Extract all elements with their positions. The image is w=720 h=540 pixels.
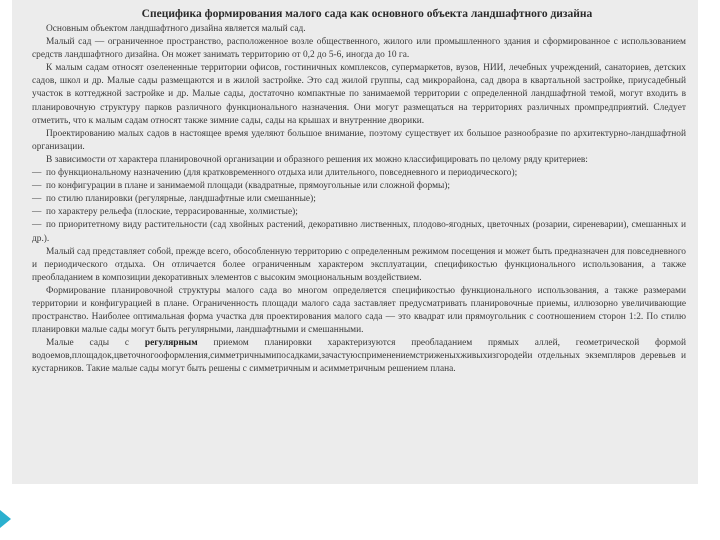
list-item-text: по характеру рельефа (плоские, террасированные, холмистые); <box>46 207 298 218</box>
list-marker: — <box>32 220 42 231</box>
list-marker: — <box>32 207 42 218</box>
list-marker: — <box>32 194 42 205</box>
list-item-text: по конфигурации в плане и занимаемой площади (квадратные, прямоугольные или сложной формы); <box>46 181 451 192</box>
list-marker: — <box>32 181 42 192</box>
paragraph <box>32 337 686 376</box>
paragraph: Проектированию малых садов в настоящее время уделяют большое внимание, поэтому существует их большое разнообразие по архитектурно-ландшафтной организации. <box>32 128 686 152</box>
list-item <box>32 167 686 180</box>
emphasis-text: регулярным <box>144 338 198 349</box>
list-item <box>32 219 686 245</box>
list-item-text: по приоритетному виду растительности (сад хвойных растений, декоративно лиственных, плодово-ягодных, цветочных (розарии, сиреневарии), смешанных и др.). <box>32 220 686 244</box>
paragraph: К малым садам относят озелененные территории офисов, гостиничных комплексов, супермаркетов, вузов, НИИ, лечебных учреждений, санаториев, детских садов, школ и др. Малые сады размещаются и в жилой застройке. Это сад жилой группы, сад микрорайона, сад двора в квартальной застройке, приусадебный участок в коттеджной застройке и др. Малые сады, достаточно компактные по занимаемой территории с определенной ландшафтной темой, могут входить в планировочную структуру парков различного функционального назначения. Они могут размещаться на территориях различных промпредприятий. Следует отметить, что к малым садам относят также зимние сады, сады на крышах и внутренние дворики. <box>32 63 686 126</box>
paragraph: В зависимости от характера планировочной организации и образного решения их можно классифицировать по целому ряду критериев: <box>46 154 588 165</box>
list-marker: — <box>32 168 42 179</box>
paragraph-text: Малые сады с <box>46 338 145 349</box>
paragraph: Формирование планировочной структуры малого сада во многом определяется спецификостью функционального использования, а также размерами территории и конфигурацией в плане. Ограниченность площади малого сада заставляет предусматривать планировочные приемы, иллюзорно увеличивающие пространство. Наиболее оптимальная форма участка для проектирования малого сада — это квадрат или прямоугольник с соотношением сторон 1:2. По стилю планировки малые сады могут быть регулярными, ландшафтными и смешанными. <box>32 285 686 336</box>
document-sheet <box>12 0 698 484</box>
paragraph: Малый сад представляет собой, прежде всего, обособленную территорию с определенным режимом посещения и может быть предназначен для повседневного и периодического отдыха. Он отличается более ограниченным характером эксплуатации, спецификостью функционального использования, а также преобладанием в композиции декоративных элементов с высоким эмоциональным воздействием. <box>32 246 686 283</box>
document-title: Специфика формирования малого сада как основного объекта ландшафтного дизайна <box>141 8 593 20</box>
list-item-text: по функциональному назначению (для кратковременного отдыха или длительного, повседневного и периодического); <box>46 168 518 179</box>
document-body <box>12 23 698 377</box>
list-item <box>32 206 686 219</box>
list-item <box>32 180 686 193</box>
paragraph: Малый сад — ограниченное пространство, расположенное возле общественного, жилого или промышленного здания и сформированное с использованием средств ландшафтного дизайна. Он может занимать территорию от 0,2 до 5-6, иногда до 10 га. <box>32 37 686 61</box>
paragraph: Основным объектом ландшафтного дизайна является малый сад. <box>46 24 306 34</box>
triangle-right-icon <box>0 510 11 528</box>
list-item <box>32 193 686 206</box>
list-item-text: по стилю планировки (регулярные, ландшафтные или смешанные); <box>46 194 316 205</box>
paragraph-text: приемом планировки характеризуются преобладанием прямых аллей, геометрической формой водоемов,площадок,цветочногооформления,симметричнымипосадками,зачастуюсприменениемстриженыхживыхизгородейи отдельных экземпляров деревьев и кустарников. Такие малые сады могут быть решены с симметричным и асимметричным решением плана. <box>32 338 686 375</box>
